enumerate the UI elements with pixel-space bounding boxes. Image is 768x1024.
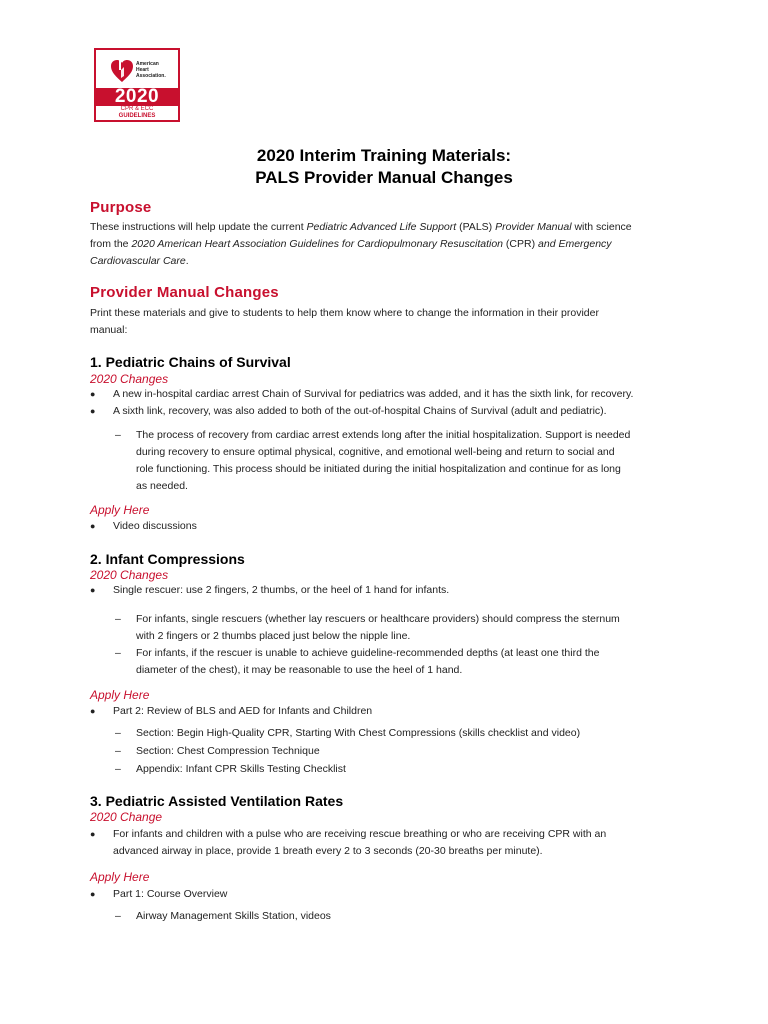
logo-top-panel (94, 48, 180, 90)
bullet-icon: ● (90, 406, 96, 416)
subitem-text: Appendix: Infant CPR Skills Testing Checklist (136, 763, 346, 775)
bullet-text (113, 826, 693, 860)
bullet-text: A new in-hospital cardiac arrest Chain of Survival for pediatrics was added, and it has the sixth link, for recovery. (113, 388, 634, 400)
logo-bottom-panel (94, 106, 180, 122)
subitem-line: during recovery to ensure optimal physical, cognitive, and emotional well-being and return to social and (136, 446, 615, 458)
bullet-text: Video discussions (113, 520, 197, 532)
section3-apply-label: Apply Here (90, 870, 150, 884)
purpose-text-italic: Provider Manual (495, 221, 572, 233)
subitem-line: with 2 fingers or 2 thumbs placed just below the nipple line. (136, 630, 411, 642)
subitem-line: role functioning. This process should be initiated during the initial hospitalization and continue for as long (136, 463, 621, 475)
bullet-icon: ● (90, 706, 96, 716)
subitem-text (136, 427, 676, 495)
bullet-text: Part 2: Review of BLS and AED for Infants and Children (113, 705, 373, 717)
dash-icon: – (115, 613, 121, 625)
document-title-line2: PALS Provider Manual Changes (255, 168, 513, 187)
section2-changes-label: 2020 Changes (90, 568, 169, 582)
purpose-text-italic: 2020 American Heart Association Guidelines for Cardiopulmonary Resuscitation (131, 238, 504, 250)
purpose-text-part: from the (90, 238, 132, 250)
dash-icon: – (115, 429, 121, 441)
bullet-line: advanced airway in place, provide 1 breath every 2 to 3 seconds (20-30 breaths per minute). (113, 845, 543, 857)
dash-icon: – (115, 763, 121, 775)
logo-guidelines: GUIDELINES (118, 113, 156, 119)
subitem-text: Section: Chest Compression Technique (136, 745, 320, 757)
bullet-icon: ● (90, 521, 96, 531)
logo-org-line: Heart (136, 67, 149, 73)
purpose-text-italic: Cardiovascular Care (90, 255, 186, 267)
subitem-text: Section: Begin High-Quality CPR, Starting With Chest Compressions (skills checklist and video) (136, 727, 581, 739)
bullet-icon: ● (90, 585, 96, 595)
purpose-text-part: (PALS) (456, 221, 496, 233)
changes-intro-line: Print these materials and give to students to help them know where to change the information in their provider (90, 307, 599, 319)
aha-guidelines-logo (94, 48, 180, 122)
changes-intro-text (90, 305, 690, 339)
bullet-text: A sixth link, recovery, was also added to both of the out-of-hospital Chains of Survival (adult and pediatric). (113, 405, 607, 417)
section1-heading: 1. Pediatric Chains of Survival (90, 354, 291, 370)
subitem-text (136, 611, 676, 645)
subitem-line: The process of recovery from cardiac arrest extends long after the initial hospitalization. Support is needed (136, 429, 631, 441)
subitem-line: For infants, if the rescuer is unable to achieve guideline-recommended depths (at least one third the (136, 647, 600, 659)
document-title-line1: 2020 Interim Training Materials: (256, 146, 512, 165)
bullet-icon: ● (90, 889, 96, 899)
subitem-line: diameter of the chest), it may be reasonable to use the heel of 1 hand. (136, 664, 463, 676)
dash-icon: – (115, 727, 121, 739)
dash-icon: – (115, 910, 121, 922)
subitem-text (136, 645, 676, 679)
section1-changes-label: 2020 Changes (90, 372, 169, 386)
purpose-text-part: (CPR) (503, 238, 539, 250)
logo-org-line: American (136, 61, 159, 67)
dash-icon: – (115, 745, 121, 757)
bullet-line: For infants and children with a pulse who are receiving rescue breathing or who are receiving CPR with an (113, 828, 607, 840)
bullet-text: Single rescuer: use 2 fingers, 2 thumbs, or the heel of 1 hand for infants. (113, 584, 450, 596)
section3-heading: 3. Pediatric Assisted Ventilation Rates (90, 793, 344, 809)
logo-year: 2020 (94, 88, 180, 106)
purpose-heading: Purpose (90, 199, 152, 216)
purpose-text-part: with science (571, 221, 632, 233)
heart-torch-icon (110, 56, 134, 84)
purpose-text (90, 219, 690, 270)
section3-change-label: 2020 Change (90, 810, 163, 824)
changes-intro-line: manual: (90, 324, 128, 336)
subitem-line: as needed. (136, 480, 188, 492)
bullet-icon: ● (90, 389, 96, 399)
purpose-text-italic: Pediatric Advanced Life Support (306, 221, 457, 233)
bullet-icon: ● (90, 829, 96, 839)
dash-icon: – (115, 647, 121, 659)
subitem-text: Airway Management Skills Station, videos (136, 910, 331, 922)
purpose-text-italic: and Emergency (538, 238, 612, 250)
logo-cpr-ecc: CPR & ECC (120, 106, 154, 112)
section1-apply-label: Apply Here (90, 503, 150, 517)
provider-manual-changes-heading: Provider Manual Changes (90, 284, 279, 301)
section2-heading: 2. Infant Compressions (90, 551, 245, 567)
bullet-text: Part 1: Course Overview (113, 888, 228, 900)
purpose-text-part: These instructions will help update the current (90, 221, 307, 233)
purpose-text-part: . (185, 255, 189, 267)
section2-apply-label: Apply Here (90, 688, 150, 702)
logo-org-name (136, 61, 176, 79)
subitem-line: For infants, single rescuers (whether lay rescuers or healthcare providers) should compress the sternum (136, 613, 620, 625)
logo-org-line: Association. (136, 73, 166, 79)
